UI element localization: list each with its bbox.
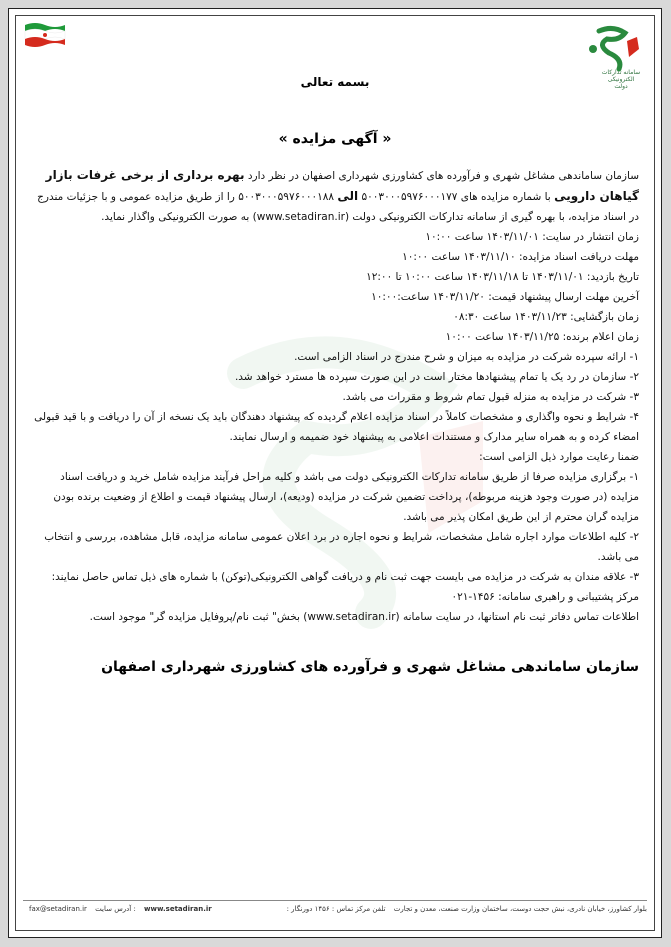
- note-item: ۱- برگزاری مزایده صرفا از طریق سامانه تدارکات الکترونیکی دولت می باشد و کلیه مراحل فرآیند مزایده شامل خرید و دریافت اسناد مزایده (در صورت وجود هزینه مربوطه)، پرداخت تضمین شرکت در مزایده (ودیعه)، ارسال پیشنهاد قیمت و اطلاع از وضعیت برنده بودن مزایده گران محترم از این طریق امکان پذیر می باشد.: [53, 471, 639, 523]
- footer-phone: تلفن مرکز تماس : ۱۴۵۶ دورنگار :: [286, 905, 386, 913]
- condition-item: ۱- ارائه سپرده شرکت در مزایده به میزان و شرح مندرج در اسناد الزامی است.: [294, 351, 639, 363]
- note-item: مرکز پشتیبانی و راهبری سامانه: ۱۴۵۶-۰۲۱: [451, 591, 639, 603]
- bismillah-heading: بسمه تعالی: [300, 75, 370, 89]
- notice-body: [31, 165, 639, 627]
- date-line: آخرین مهلت ارسال پیشنهاد قیمت: ۱۴۰۳/۱۱/۲۰ ساعت:۱۰:۰۰: [371, 291, 639, 303]
- intro-text-1: سازمان ساماندهی مشاغل شهری و فرآورده های کشاورزی شهرداری اصفهان در نظر دارد: [244, 170, 639, 182]
- intro-paragraph: [31, 165, 639, 227]
- date-line: زمان اعلام برنده: ۱۴۰۳/۱۱/۲۵ ساعت ۱۰:۰۰: [445, 331, 639, 343]
- date-line: مهلت دریافت اسناد مزایده: ۱۴۰۳/۱۱/۱۰ ساعت ۱۰:۰۰: [402, 251, 639, 263]
- condition-item: ۳- شرکت در مزایده به منزله قبول تمام شروط و مقررات می باشد.: [342, 391, 639, 403]
- page-footer: [23, 900, 647, 913]
- dates-list: [31, 227, 639, 347]
- date-line: زمان بازگشایی: ۱۴۰۳/۱۱/۲۳ ساعت ۰۸:۳۰: [453, 311, 639, 323]
- footer-site-link[interactable]: www.setadiran.ir: [144, 905, 212, 913]
- intro-bold-subject: بهره برداری از برخی غرفات بازار گیاهان دارویی: [45, 168, 639, 203]
- note-item: اطلاعات تماس دفاتر ثبت نام استانها، در سایت سامانه (www.setadiran.ir) بخش" ثبت نام/پروفایل مزایده گر" موجود است.: [89, 611, 639, 623]
- document-page: [8, 8, 662, 938]
- iran-flag-icon: [23, 19, 67, 51]
- note-item: ۲- کلیه اطلاعات موارد اجاره شامل مشخصات، شرایط و نحوه اجاره در برد اعلان عمومی سامانه مزایده، قابل مشاهده، بررسی و انتخاب می باشد.: [44, 531, 639, 563]
- notice-title: « آگهی مزایده »: [278, 131, 392, 147]
- intro-bold-range: الی: [337, 189, 359, 203]
- notes-heading: ضمنا رعایت موارد ذیل الزامی است:: [479, 451, 639, 463]
- footer-email[interactable]: fax@setadiran.ir: [29, 905, 87, 913]
- logo-caption: سامانه تدارکات الکترونیکی دولت: [601, 69, 641, 90]
- date-line: زمان انتشار در سایت: ۱۴۰۳/۱۱/۰۱ ساعت ۱۰:۰۰: [425, 231, 639, 243]
- condition-item: ۲- سازمان در رد یک یا تمام پیشنهادها مختار است در این صورت سپرده ها مسترد خواهد شد.: [234, 371, 639, 383]
- conditions-list: [31, 347, 639, 447]
- footer-address: بلوار کشاورز، خیابان نادری، نبش حجت دوست، ساختمان وزارت صنعت، معدن و تجارت: [393, 905, 647, 913]
- intro-text-3: ۵۰۰۳۰۰۰۵۹۷۶۰۰۰۱۸۸ را از طریق مزایده عمومی و با جزئیات مندرج در اسناد مزایده، با بهره گیری از سامانه تدارکات الکترونیکی دولت (www.setadiran.ir) به صورت الکترونیکی واگذار نماید.: [37, 191, 639, 223]
- date-line: تاریخ بازدید: ۱۴۰۳/۱۱/۰۱ تا ۱۴۰۳/۱۱/۱۸ ساعت ۱۰:۰۰ تا ۱۲:۰۰: [366, 271, 639, 283]
- note-item: ۳- علاقه مندان به شرکت در مزایده می بایست جهت ثبت نام و دریافت گواهی الکترونیکی(توکن) با شماره های ذیل تماس حاصل نمایند:: [51, 571, 639, 583]
- notes-list: [31, 467, 639, 627]
- footer-site-label: آدرس سایت :: [95, 905, 136, 913]
- signature-organization: سازمان ساماندهی مشاغل شهری و فرآورده های کشاورزی شهرداری اصفهان: [101, 659, 639, 675]
- condition-item: ۴- شرایط و نحوه واگذاری و مشخصات کاملاً در اسناد مزایده اعلام گردیده که پیشنهاد دهندگان باید یک نسخه از آن را دریافت و با قید قبولی امضاء کرده و به همراه سایر مدارک و مستندات اعلامی به پیشنهاد خود ضمیمه و ارسال نمایند.: [34, 411, 639, 443]
- intro-text-2: با شماره مزایده های ۵۰۰۳۰۰۰۵۹۷۶۰۰۰۱۷۷: [358, 191, 555, 203]
